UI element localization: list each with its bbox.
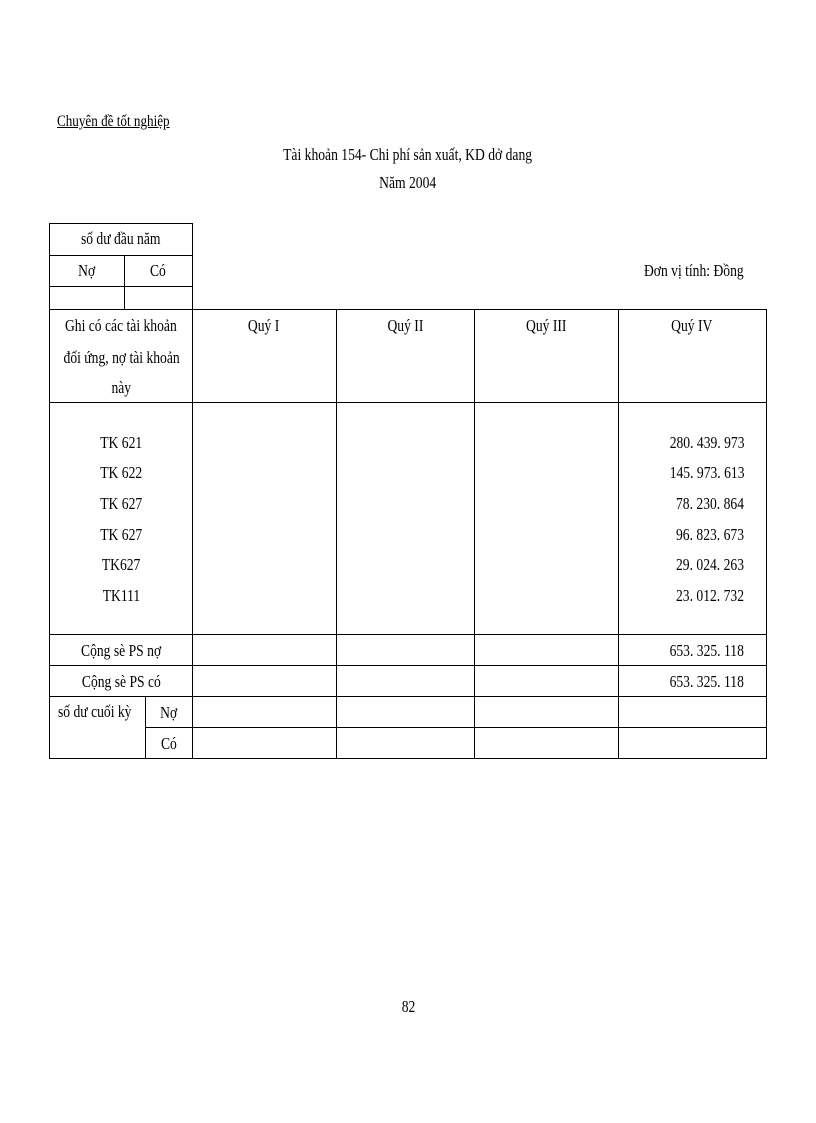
table-line xyxy=(49,665,767,666)
account-name: TK 622 xyxy=(100,463,142,482)
account-q4-value: 145. 973. 613 xyxy=(669,463,744,482)
table-line xyxy=(49,696,767,697)
account-name: TK 627 xyxy=(100,525,142,544)
table-line xyxy=(474,309,475,758)
quarter-header-q1: Quý I xyxy=(248,316,280,335)
account-q4-value: 78. 230. 864 xyxy=(676,494,744,513)
table-line xyxy=(49,223,193,224)
total-debit-q4-value: 653. 325. 118 xyxy=(669,641,744,660)
closing-balance-debit-label: Nợ xyxy=(159,703,178,722)
quarter-header-q4: Quý IV xyxy=(671,316,713,335)
table-line xyxy=(49,255,193,256)
account-q4-value: 29. 024. 263 xyxy=(676,555,744,574)
opening-balance-credit-label: Có xyxy=(150,261,166,280)
document-title-text: Tài khoản 154- Chi phí sản xuất, KD dở dang xyxy=(283,145,533,164)
first-column-header-line: đối ứng, nợ tài khoản xyxy=(63,348,180,367)
document-year xyxy=(0,173,816,193)
account-name: TK 627 xyxy=(100,494,142,513)
account-name: TK627 xyxy=(101,555,141,574)
total-debit-label: Cộng sè PS nợ xyxy=(80,641,162,660)
table-line xyxy=(49,634,767,635)
opening-balance-debit-label: Nợ xyxy=(78,261,96,280)
first-column-header-line: Ghi có các tài khoản xyxy=(65,316,177,335)
page-number: 82 xyxy=(401,997,415,1016)
table-line xyxy=(766,309,767,758)
account-q4-value: 96. 823. 673 xyxy=(676,525,744,544)
document-header: Chuyên đề tốt nghiệp xyxy=(57,113,170,130)
document-year-text: Năm 2004 xyxy=(379,173,437,192)
quarter-header-q2: Quý II xyxy=(387,316,423,335)
document-title xyxy=(0,145,816,165)
table-line xyxy=(336,309,337,758)
total-credit-label: Cộng sè PS có xyxy=(81,672,161,691)
total-credit-q4-value: 653. 325. 118 xyxy=(669,672,744,691)
currency-unit-label: Đơn vị tính: Đồng xyxy=(644,261,744,280)
opening-balance-label: số dư đầu năm xyxy=(81,229,161,248)
account-q4-value: 280. 439. 973 xyxy=(669,433,744,452)
account-name: TK111 xyxy=(102,586,140,605)
first-column-header-line: này xyxy=(111,378,131,397)
table-line xyxy=(145,727,767,728)
closing-balance-label: số dư cuối kỳ xyxy=(58,702,132,721)
table-line xyxy=(49,402,767,403)
account-name: TK 621 xyxy=(100,433,142,452)
account-q4-value: 23. 012. 732 xyxy=(676,586,744,605)
table-line xyxy=(49,758,767,759)
closing-balance-credit-label: Có xyxy=(160,734,177,753)
table-line xyxy=(49,309,767,310)
quarter-header-q3: Quý III xyxy=(525,316,567,335)
table-line xyxy=(49,286,193,287)
